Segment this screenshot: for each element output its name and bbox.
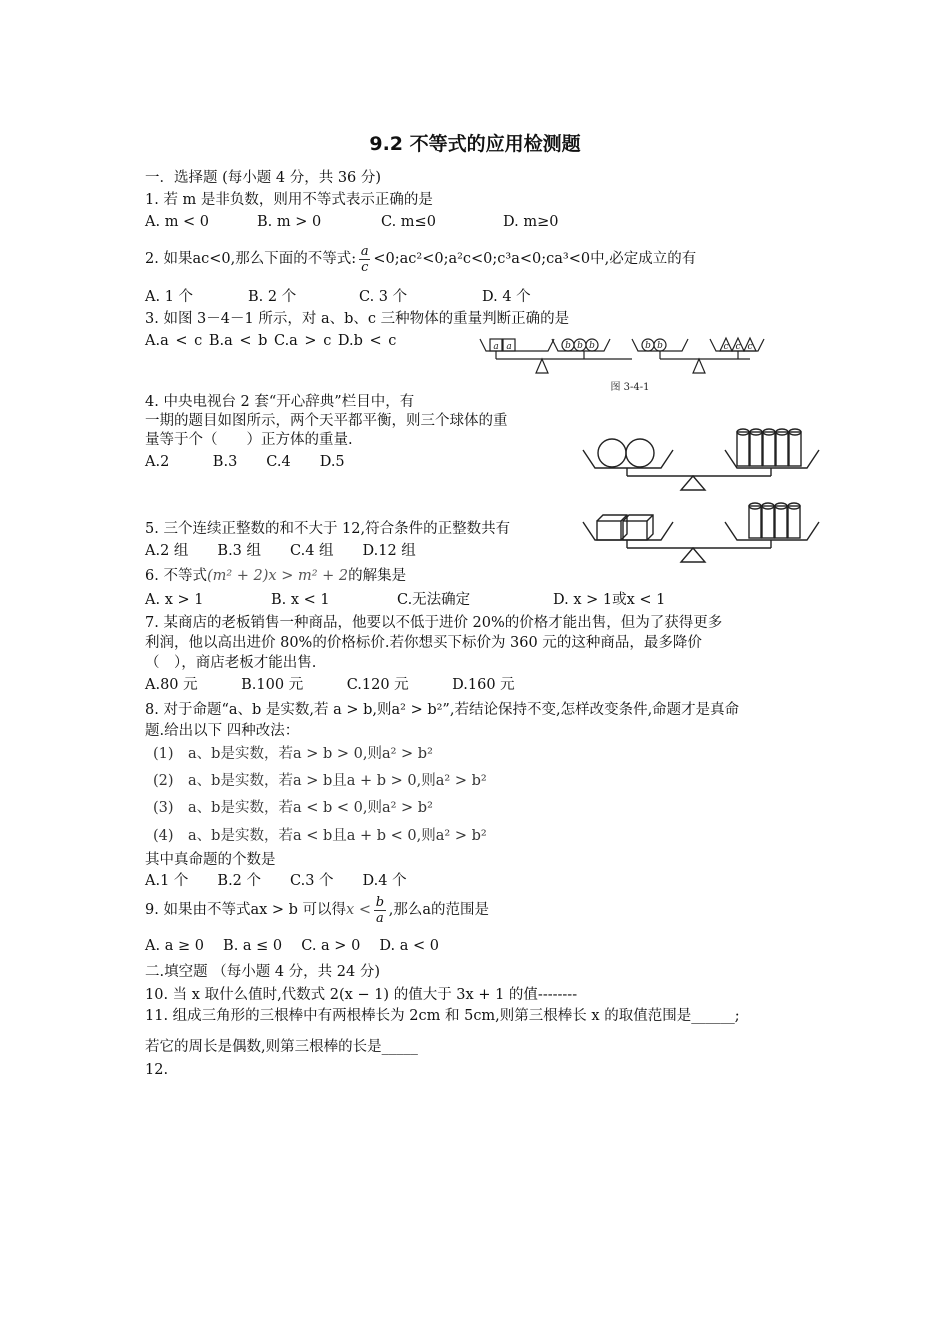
q9-x-less: x < (346, 902, 371, 918)
q8-line1: 8. 对于命题“a、b 是实数,若 a > b,则a² > b²”,若结论保持不变,怎样改变条件,命题才是真命 (145, 702, 740, 718)
q6-prefix: 6. 不等式 (145, 568, 207, 584)
q7-options: A.80 元 B.100 元 C.120 元 D.160 元 (145, 677, 515, 693)
bottom-cylinders (749, 503, 800, 538)
q11-line2: 若它的周长是偶数,则第三根棒的长是_____ (145, 1039, 418, 1055)
q6-option-b: B. x < 1 (271, 592, 330, 608)
q1-option-a: A. m < 0 (145, 214, 210, 230)
fig-label-c2: c (735, 342, 741, 352)
q9-fraction (374, 895, 386, 926)
q10: 10. 当 x 取什么值时,代数式 2(x − 1) 的值大于 3x + 1 的值-------- (145, 987, 578, 1003)
fig-label-b3: b (589, 341, 595, 351)
q6-options (145, 590, 665, 610)
q2-frac-den: c (361, 259, 369, 275)
fig-label-b5: b (657, 341, 663, 351)
fig-label-b4: b (645, 341, 651, 351)
q4-options: A.2 B.3 C.4 D.5 (145, 454, 345, 470)
q9-frac-den: a (375, 910, 384, 926)
q2-option-b: B. 2 个 (248, 289, 297, 305)
q3-options: A.a < c B.a < b C.a > c D.b < c (145, 333, 397, 349)
q3-stem: 3. 如图 3－4－1 所示，对 a、b、c 三种物体的重量判断正确的是 (145, 311, 570, 327)
fig-label-a1: a (493, 342, 499, 352)
q9-options: A. a ≥ 0 B. a ≤ 0 C. a > 0 D. a < 0 (145, 938, 439, 954)
q9-suffix: ,那么a的范围是 (388, 902, 489, 918)
q2-prefix: 2. 如果ac<0,那么下面的不等式: (145, 251, 357, 267)
q1-option-b: B. m > 0 (257, 214, 322, 230)
q6-option-d: D. x > 1或x < 1 (553, 592, 666, 608)
q1-stem: 1. 若 m 是非负数，则用不等式表示正确的是 (145, 192, 433, 208)
q9-stem (145, 892, 489, 928)
q8-item-3: (3) a、b是实数，若a < b < 0,则a² > b² (153, 800, 433, 816)
top-pan-right (725, 450, 819, 468)
fig-label-a2: a (506, 342, 512, 352)
ball-1 (598, 439, 626, 467)
q6-option-c: C.无法确定 (397, 592, 471, 608)
q4-line2: 一期的题目如图所示，两个天平都平衡，则三个球体的重 (145, 413, 508, 429)
section-heading-choice: 一．选择题 (每小题 4 分，共 36 分) (145, 170, 382, 186)
q9-prefix: 9. 如果由不等式ax > b 可以得 (145, 902, 347, 918)
q6-suffix: 的解集是 (348, 568, 407, 584)
q5-stem: 5. 三个连续正整数的和不大于 12,符合条件的正整数共有 (145, 521, 511, 537)
q2-option-d: D. 4 个 (482, 289, 531, 305)
bottom-pan-right (725, 522, 819, 540)
q2-option-a: A. 1 个 (145, 289, 194, 305)
fig-label-b1: b (565, 341, 571, 351)
q9-frac-num: b (375, 894, 385, 910)
top-fulcrum (681, 476, 705, 490)
q4-line3: 量等于个（ ）正方体的重量. (145, 432, 353, 448)
q2-stem (145, 242, 696, 276)
q2-frac-num: a (360, 243, 369, 259)
figure-caption: 图 3-4-1 (610, 382, 650, 393)
q1-option-c: C. m≤0 (381, 214, 436, 230)
q1-option-d: D. m≥0 (503, 214, 559, 230)
q6-inequality: (m² + 2)x > m² + 2 (206, 568, 349, 584)
q2-option-c: C. 3 个 (359, 289, 408, 305)
q8-line2: 题.给出以下 四种改法： (145, 723, 300, 739)
bottom-fulcrum (681, 548, 705, 562)
q6-option-a: A. x > 1 (145, 592, 204, 608)
ball-2 (626, 439, 654, 467)
page-title: 9.2 不等式的应用检测题 (369, 133, 581, 155)
figure-3-4-1 (470, 332, 780, 396)
fig-label-b2: b (577, 341, 583, 351)
fig-label-c3: c (747, 342, 753, 352)
q2-suffix: <0;ac²<0;a²c<0;c³a<0;ca³<0中,必定成立的有 (373, 251, 697, 267)
q2-options (145, 287, 531, 307)
q2-fraction (359, 244, 370, 275)
q8-question: 其中真命题的个数是 (145, 852, 276, 868)
q7-line2: 利润，他以高出进价 80%的价格标价.若你想买下标价为 360 元的这种商品，最多降价 (145, 635, 702, 651)
q8-item-1: (1) a、b是实数，若a > b > 0,则a² > b² (153, 746, 433, 762)
top-cylinders (737, 429, 801, 466)
q8-options: A.1 个 B.2 个 C.3 个 D.4 个 (145, 873, 407, 889)
q4-line1: 4. 中央电视台 2 套“开心辞典”栏目中，有 (145, 394, 415, 410)
q11-line1: 11. 组成三角形的三根棒中有两根棒长为 2cm 和 5cm,则第三根棒长 x 的取值范围是______; (145, 1008, 740, 1024)
q5-options: A.2 组 B.3 组 C.4 组 D.12 组 (145, 543, 416, 559)
fulcrum-2 (693, 359, 705, 373)
q7-line1: 7. 某商店的老板销售一种商品，他要以不低于进价 20%的价格才能出售，但为了获得更多 (145, 615, 723, 631)
q12: 12. (145, 1062, 169, 1078)
q8-item-2: (2) a、b是实数，若a > b且a + b > 0,则a² > b² (153, 773, 487, 789)
figure-balances (575, 420, 825, 570)
q1-options (145, 212, 558, 232)
q8-item-4: (4) a、b是实数，若a < b且a + b < 0,则a² > b² (153, 828, 487, 844)
section-heading-fill: 二.填空题 （每小题 4 分，共 24 分) (145, 964, 380, 980)
q6-stem (145, 566, 406, 586)
q7-line3: （ ），商店老板才能出售. (145, 655, 317, 671)
fulcrum-1 (536, 359, 548, 373)
fig-label-c1: c (723, 342, 729, 352)
pan-left-1 (480, 339, 554, 351)
